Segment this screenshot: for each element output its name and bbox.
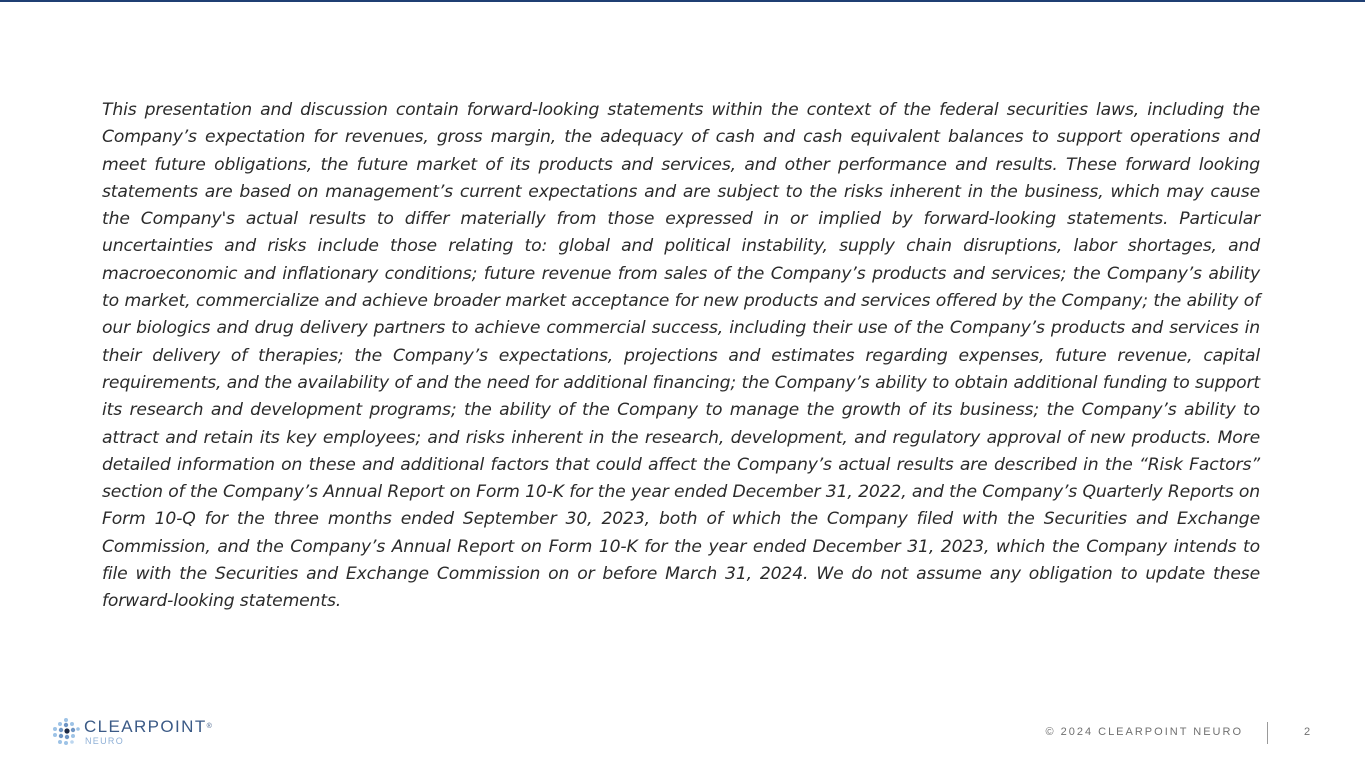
dot-grid-logo-icon (52, 717, 80, 747)
forward-looking-statements-disclaimer: This presentation and discussion contain forward-looking statements within the context of the federal securities laws, including the Company’s expectation for revenues, gross margin, the adequacy of cash and cash equivalent balances to support operations and meet future obligations, the future market of its products and services, and other performance and results. These forward looking statements are based on management’s current expectations and are subject to the risks inherent in the business, which may cause the Company's actual results to differ materially from those expressed in or implied by forward-looking statements. Particular uncertainties and risks include those relating to: global and political instability, supply chain disruptions, labor shortages, and macroeconomic and inflationary conditions; future revenue from sales of the Company’s products and services; the Company’s ability to market, commercialize and achieve broader market acceptance for new products and services offered by the Company; the ability of our biologics and drug delivery partners to achieve commercial success, including their use of the Company’s products and services in their delivery of therapies; the Company’s expectations, projections and estimates regarding expenses, future revenue, capital requirements, and the availability of and the need for additional financing; the Company’s ability to obtain additional funding to support its research and development programs; the ability of the Company to manage the growth of its business; the Company’s ability to attract and retain its key employees; and risks inherent in the research, development, and regulatory approval of new products. More detailed information on these and additional factors that could affect the Company’s actual results are described in the “Risk Factors” section of the Company’s Annual Report on Form 10-K for the year ended December 31, 2022, and the Company’s Quarterly Reports on Form 10-Q for the three months ended September 30, 2023, both of which the Company filed with the Securities and Exchange Commission, and the Company’s Annual Report on Form 10-K for the year ended December 31, 2023, which the Company intends to file with the Securities and Exchange Commission on or before March 31, 2024. We do not assume any obligation to update these forward-looking statements. (102, 100, 1260, 612)
footer-divider (1267, 722, 1268, 744)
clearpoint-neuro-logo (52, 717, 222, 749)
page-number: 2 (1304, 726, 1311, 738)
footer-copyright: © 2024 CLEARPOINT NEURO (1045, 726, 1243, 738)
logo-name: CLEARPOINT (84, 717, 207, 736)
logo-trademark: ® (206, 723, 212, 730)
logo-wordmark (84, 717, 212, 737)
logo-subtitle: NEURO (85, 736, 125, 746)
top-accent-rule (0, 0, 1365, 2)
